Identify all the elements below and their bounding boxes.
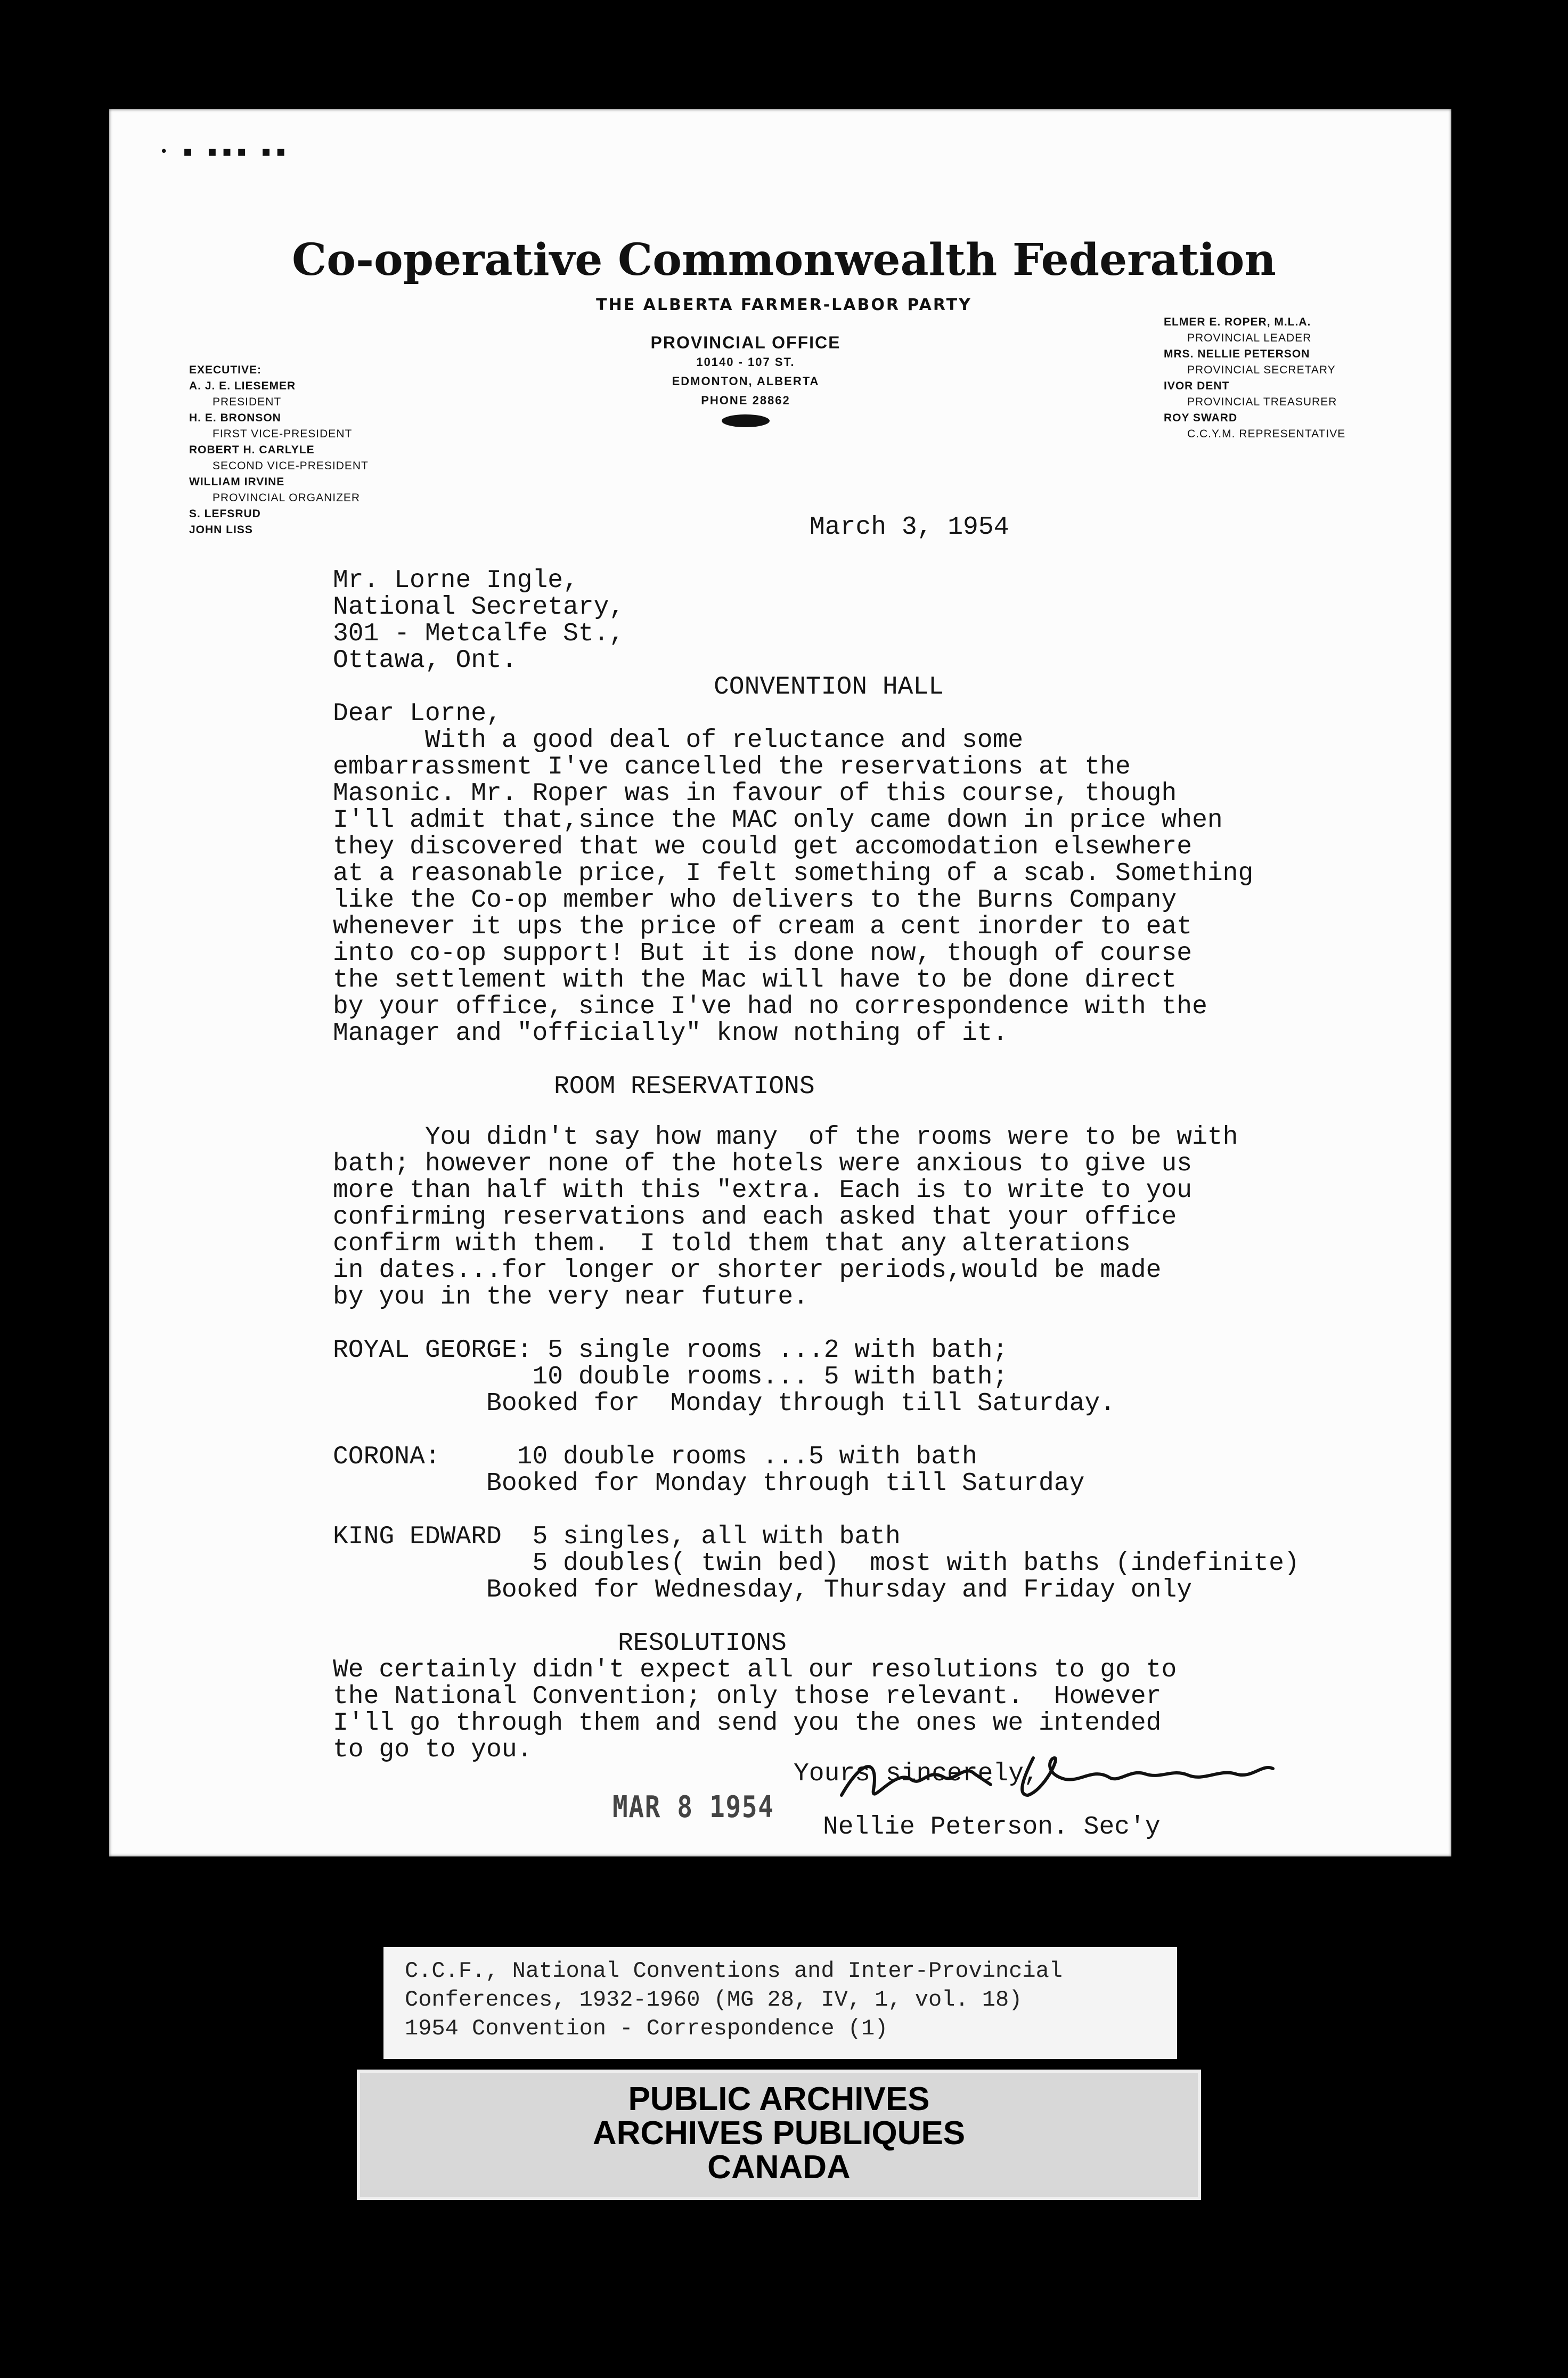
address-line: National Secretary,: [333, 593, 625, 622]
executive-name: H. E. BRONSON: [189, 412, 281, 424]
officer-name: ELMER E. ROPER, M.L.A.: [1164, 316, 1311, 328]
party-logo-icon: [722, 414, 770, 427]
text-line: by your office, since I've had no correspondence with the: [333, 992, 1207, 1021]
text-line: I'll go through them and send you the ones we intended: [333, 1709, 1162, 1738]
salutation: Dear Lorne,: [333, 699, 502, 728]
letterhead-subtitle: THE ALBERTA FARMER-LABOR PARTY: [596, 296, 972, 314]
heading-convention-hall: CONVENTION HALL: [714, 673, 944, 702]
text-line: With a good deal of reluctance and some: [333, 726, 1024, 755]
executive-name: WILLIAM IRVINE: [189, 476, 285, 488]
executive-role: SECOND VICE-PRESIDENT: [213, 460, 369, 472]
address-line: Ottawa, Ont.: [333, 646, 517, 675]
hotel-line: 5 doubles( twin bed) most with baths (indefinite): [333, 1549, 1300, 1578]
text-line: You didn't say how many of the rooms were to be with: [333, 1123, 1238, 1152]
executive-heading: EXECUTIVE:: [189, 364, 262, 376]
officer-role: PROVINCIAL TREASURER: [1187, 396, 1337, 408]
public-archives-plate: [357, 2070, 1201, 2200]
office-phone-line: PHONE 28862: [701, 394, 790, 407]
hotel-line: Booked for Monday through till Saturday.: [333, 1389, 1116, 1418]
text-line: confirming reservations and each asked that your office: [333, 1203, 1177, 1232]
hotel-line: KING EDWARD 5 singles, all with bath: [333, 1522, 901, 1551]
executive-role: PROVINCIAL ORGANIZER: [213, 492, 361, 504]
office-address-line: 10140 - 107 ST.: [696, 355, 795, 369]
text-line: they discovered that we could get accomodation elsewhere: [333, 833, 1193, 861]
text-line: by you in the very near future.: [333, 1283, 808, 1312]
executive-name: A. J. E. LIESEMER: [189, 380, 296, 392]
text-line: whenever it ups the price of cream a cent inorder to eat: [333, 913, 1193, 941]
plate-line: PUBLIC ARCHIVES: [628, 2081, 930, 2118]
executive-left-column: [189, 362, 369, 538]
office-heading: PROVINCIAL OFFICE: [650, 333, 841, 352]
archive-label-text: [405, 1957, 1063, 2043]
executive-role: FIRST VICE-PRESIDENT: [213, 428, 353, 440]
text-line: I'll admit that,since the MAC only came down in price when: [333, 806, 1223, 835]
executive-right-column: [1164, 314, 1345, 442]
hotel-bookings: [333, 1337, 1300, 1603]
text-line: into co-op support! But it is done now, though of course: [333, 939, 1193, 968]
plate-line: CANADA: [707, 2149, 851, 2186]
officer-role: PROVINCIAL LEADER: [1187, 332, 1312, 344]
text-line: We certainly didn't expect all our resolutions to go to: [333, 1656, 1177, 1684]
hotel-line: Booked for Wednesday, Thursday and Friday only: [333, 1576, 1193, 1605]
officer-name: ROY SWARD: [1164, 412, 1238, 424]
letterhead-title: Co-operative Commonwealth Federation: [292, 234, 1276, 286]
text-line: the National Convention; only those relevant. However: [333, 1682, 1162, 1711]
officer-role: C.C.Y.M. REPRESENTATIVE: [1187, 428, 1346, 440]
executive-role: PRESIDENT: [213, 396, 282, 408]
letter-date: March 3, 1954: [810, 513, 1009, 542]
officer-name: MRS. NELLIE PETERSON: [1164, 348, 1310, 360]
recipient-address: [333, 567, 624, 674]
text-line: confirm with them. I told them that any alterations: [333, 1229, 1131, 1258]
text-line: to go to you.: [333, 1736, 533, 1764]
officer-role: PROVINCIAL SECRETARY: [1187, 364, 1336, 376]
hotel-line: ROYAL GEORGE: 5 single rooms ...2 with bath;: [333, 1336, 1008, 1365]
text-line: embarrassment I've cancelled the reservations at the: [333, 753, 1131, 781]
executive-name: S. LEFSRUD: [189, 508, 261, 520]
label-line: Conferences, 1932-1960 (MG 28, IV, 1, vol. 18): [405, 1987, 1023, 2013]
closing: Yours sincerely,: [794, 1760, 1039, 1788]
paper-specks: • ▪ ▪▪▪ ▪▪: [160, 144, 291, 160]
text-line: more than half with this "extra. Each is to write to you: [333, 1176, 1193, 1205]
signer-name: Nellie Peterson. Sec'y: [823, 1813, 1161, 1842]
text-line: at a reasonable price, I felt something of a scab. Something: [333, 859, 1254, 888]
heading-resolutions: RESOLUTIONS: [618, 1629, 787, 1658]
hotel-line: 10 double rooms... 5 with bath;: [333, 1363, 1008, 1391]
hotel-line: CORONA: 10 double rooms ...5 with bath: [333, 1443, 977, 1471]
hotel-line: Booked for Monday through till Saturday: [333, 1469, 1085, 1498]
office-city-line: EDMONTON, ALBERTA: [672, 374, 820, 388]
paragraph-convention-hall: [333, 727, 1253, 1047]
hotel-line: [333, 1417, 1300, 1444]
label-line: C.C.F., National Conventions and Inter-Provincial: [405, 1958, 1063, 1984]
hotel-line: [333, 1497, 1300, 1524]
text-line: the settlement with the Mac will have to be done direct: [333, 966, 1177, 995]
plate-text: [360, 2082, 1198, 2185]
label-line: 1954 Convention - Correspondence (1): [405, 2016, 888, 2041]
text-line: Masonic. Mr. Roper was in favour of this course, though: [333, 779, 1177, 808]
received-date-stamp: MAR 8 1954: [612, 1790, 774, 1825]
handwritten-signature: [831, 1737, 1284, 1817]
text-line: bath; however none of the hotels were anxious to give us: [333, 1150, 1193, 1178]
archive-reference-label: [383, 1947, 1177, 2059]
heading-room-reservations: ROOM RESERVATIONS: [554, 1072, 815, 1101]
officer-name: IVOR DENT: [1164, 380, 1230, 392]
text-line: Manager and "officially" know nothing of it.: [333, 1019, 1008, 1048]
paragraph-room-reservations: [333, 1124, 1238, 1310]
address-line: 301 - Metcalfe St.,: [333, 620, 625, 648]
executive-name: JOHN LISS: [189, 524, 253, 536]
provincial-office-block: [607, 333, 884, 427]
address-line: Mr. Lorne Ingle,: [333, 566, 578, 595]
executive-name: ROBERT H. CARLYLE: [189, 444, 315, 456]
text-line: in dates...for longer or shorter periods,would be made: [333, 1256, 1162, 1285]
plate-line: ARCHIVES PUBLIQUES: [592, 2115, 966, 2152]
text-line: like the Co-op member who delivers to the Burns Company: [333, 886, 1177, 915]
